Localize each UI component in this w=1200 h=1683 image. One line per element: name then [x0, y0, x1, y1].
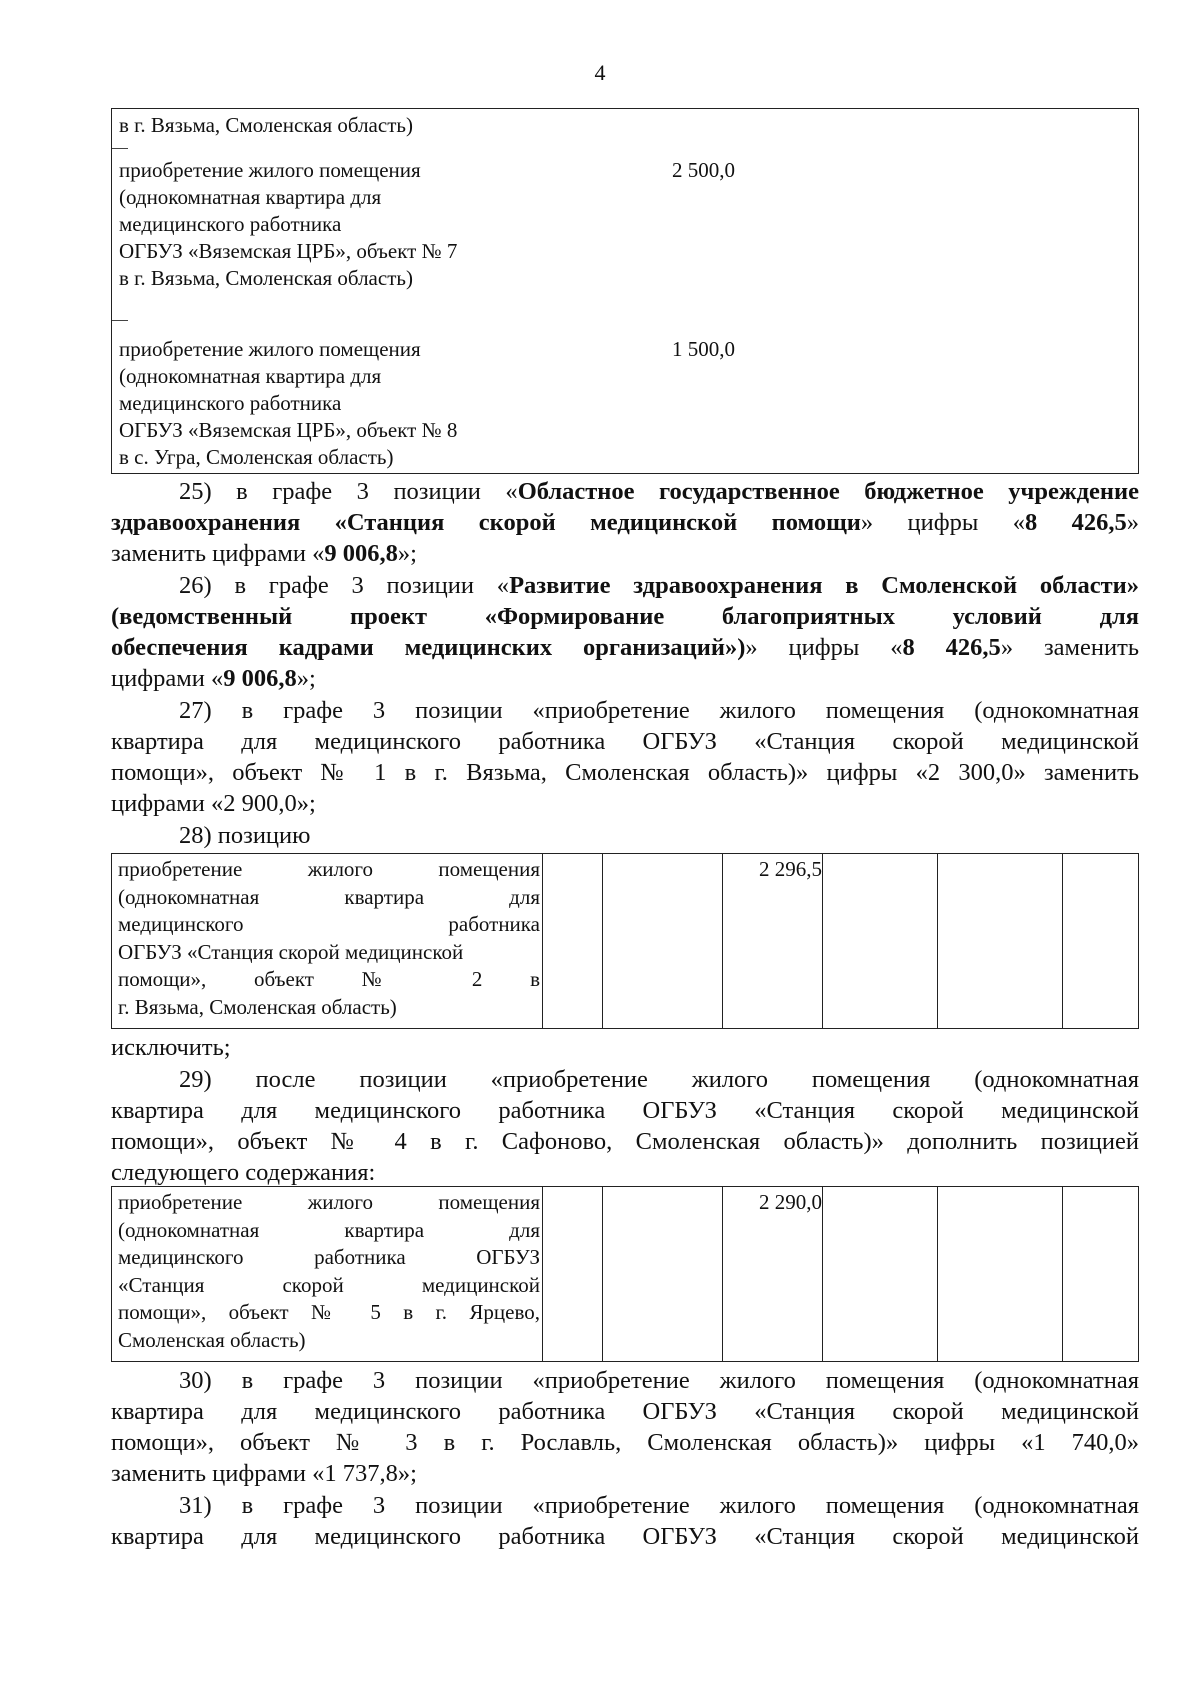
paragraph-line: помощи», объект № 3 в г. Рославль, Смоленская область)» цифры «1 740,0»: [111, 1429, 1139, 1456]
paragraph-line: следующего содержания:: [111, 1159, 376, 1186]
paragraph-line: 30) в графе 3 позиции «приобретение жилого помещения (однокомнатная: [179, 1367, 1139, 1394]
row-text-line: в г. Вязьма, Смоленская область): [119, 113, 413, 137]
row-text-line: в с. Угра, Смоленская область): [119, 445, 394, 469]
description-line: (однокомнатная квартира для: [118, 884, 540, 909]
row-text-line: приобретение жилого помещения: [119, 158, 421, 182]
paragraph-line: 31) в графе 3 позиции «приобретение жилого помещения (однокомнатная: [179, 1492, 1139, 1519]
column-divider: [822, 854, 823, 1028]
row-text-line: медицинского работника: [119, 391, 342, 415]
paragraph-line: помощи», объект № 1 в г. Вязьма, Смоленская область)» цифры «2 300,0» заменить: [111, 759, 1139, 786]
column-divider: [937, 1187, 938, 1361]
paragraph-line: квартира для медицинского работника ОГБУЗ «Станция скорой медицинской: [111, 1523, 1139, 1550]
paragraph-26: [111, 570, 1139, 694]
paragraph-line: цифрами «2 900,0»;: [111, 790, 316, 817]
table-row-separator: [112, 148, 128, 149]
description-line: «Станция скорой медицинской: [118, 1272, 540, 1297]
paragraph-line: 27) в графе 3 позиции «приобретение жилого помещения (однокомнатная: [179, 697, 1139, 724]
description-line: ОГБУЗ «Станция скорой медицинской: [118, 939, 464, 964]
paragraph-line: квартира для медицинского работника ОГБУЗ «Станция скорой медицинской: [111, 728, 1139, 755]
row-text-line: (однокомнатная квартира для: [119, 185, 382, 209]
table-row: [119, 112, 549, 139]
description-line: медицинского работника ОГБУЗ: [118, 1245, 540, 1269]
description-line: приобретение жилого помещения: [118, 857, 540, 881]
description-line: Смоленская область): [118, 1327, 306, 1352]
paragraph-line: квартира для медицинского работника ОГБУЗ «Станция скорой медицинской: [111, 1398, 1139, 1425]
position-amount: 2 290,0: [759, 1190, 822, 1214]
column-divider: [602, 854, 603, 1028]
column-divider: [822, 1187, 823, 1361]
paragraph-31: [111, 1490, 1139, 1552]
page-number: 4: [594, 60, 606, 85]
column-divider: [937, 854, 938, 1028]
paragraph-line: 25) в графе 3 позиции «Областное государственное бюджетное учреждение: [179, 478, 1139, 505]
row-amount: 2 500,0: [672, 158, 735, 182]
description-line: г. Вязьма, Смоленская область): [118, 994, 397, 1019]
row-text-line: в г. Вязьма, Смоленская область): [119, 266, 413, 290]
paragraph-line: цифрами «9 006,8»;: [111, 665, 316, 692]
row-text-line: медицинского работника: [119, 212, 342, 236]
column-divider: [1062, 1187, 1063, 1361]
paragraph-28-after: [111, 1032, 1139, 1063]
paragraph-28-intro: [111, 820, 1139, 851]
paragraph-line: (ведомственный проект «Формирование благоприятных условий для: [111, 603, 1139, 630]
column-divider: [542, 854, 543, 1028]
paragraph-line: 29) после позиции «приобретение жилого помещения (однокомнатная: [179, 1066, 1139, 1093]
column-divider: [722, 854, 723, 1028]
paragraph-line: заменить цифрами «1 737,8»;: [111, 1460, 417, 1487]
paragraph-30: [111, 1365, 1139, 1489]
position-table-exclude: [111, 853, 1139, 1029]
row-text-line: ОГБУЗ «Вяземская ЦРБ», объект № 7: [119, 239, 458, 263]
table-row-separator: [112, 320, 128, 321]
paragraph-line: исключить;: [111, 1034, 231, 1061]
row-amount: 1 500,0: [672, 337, 735, 361]
description-line: приобретение жилого помещения: [118, 1190, 540, 1214]
paragraph-line: заменить цифрами «9 006,8»;: [111, 540, 417, 567]
paragraph-line: 26) в графе 3 позиции «Развитие здравоохранения в Смоленской области»: [179, 572, 1140, 599]
paragraph-line: помощи», объект № 4 в г. Сафоново, Смоленская область)» дополнить позицией: [111, 1128, 1139, 1155]
position-amount: 2 296,5: [759, 857, 822, 881]
paragraph-25: [111, 476, 1139, 569]
paragraph-line: квартира для медицинского работника ОГБУЗ «Станция скорой медицинской: [111, 1097, 1139, 1124]
description-line: (однокомнатная квартира для: [118, 1217, 540, 1242]
row-text-line: ОГБУЗ «Вяземская ЦРБ», объект № 8: [119, 418, 458, 442]
row-text-line: приобретение жилого помещения: [119, 337, 421, 361]
table-row: [119, 157, 549, 292]
column-divider: [722, 1187, 723, 1361]
position-description: [118, 1189, 540, 1354]
paragraph-line: 28) позицию: [179, 822, 311, 849]
paragraph-29: [111, 1064, 1139, 1188]
paragraph-27: [111, 695, 1139, 819]
paragraph-line: обеспечения кадрами медицинских организаций»)» цифры «8 426,5» заменить: [111, 634, 1140, 661]
column-divider: [602, 1187, 603, 1361]
position-description: [118, 856, 540, 1021]
column-divider: [1062, 854, 1063, 1028]
position-table-add: [111, 1186, 1139, 1362]
table-row: [119, 336, 549, 471]
continuation-table: [111, 108, 1139, 474]
description-line: помощи», объект № 2 в: [118, 967, 540, 991]
description-line: медицинского работника: [118, 912, 540, 936]
description-line: помощи», объект № 5 в г. Ярцево,: [118, 1300, 540, 1324]
column-divider: [542, 1187, 543, 1361]
paragraph-line: здравоохранения «Станция скорой медицинской помощи» цифры «8 426,5»: [111, 509, 1140, 536]
row-text-line: (однокомнатная квартира для: [119, 364, 382, 388]
